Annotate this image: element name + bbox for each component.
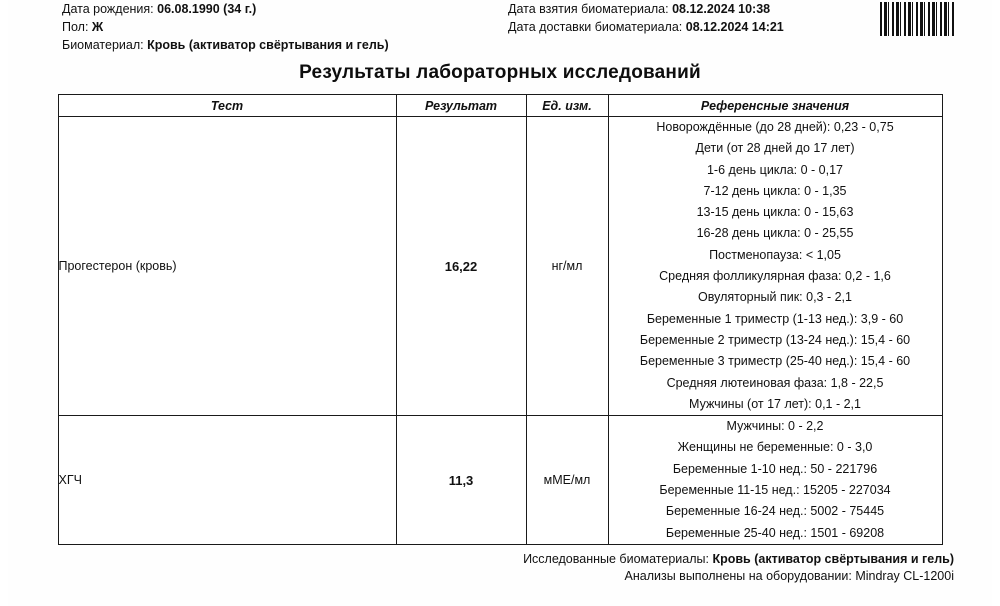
equipment-line [8,568,954,585]
reference-line: 7-12 день цикла: 0 - 1,35 [703,183,847,198]
test-name: ХГЧ [58,416,396,545]
reference-line: Беременные 16-24 нед.: 5002 - 75445 [665,504,885,519]
reference-line: Средняя лютеиновая фаза: 1,8 - 22,5 [666,375,884,390]
reference-line: Беременные 1-10 нед.: 50 - 221796 [672,461,878,476]
reference-line: Беременные 3 триместр (25-40 нед.): 15,4 - 60 [639,354,911,369]
collection-date-label: Дата взятия биоматериала: [508,2,669,16]
barcode-icon [880,2,956,36]
reference-line: Средняя фолликулярная фаза: 0,2 - 1,6 [659,269,891,284]
column-header-result: Результат [396,95,526,117]
header-right-column [508,0,878,36]
reference-line: Мужчины (от 17 лет): 0,1 - 2,1 [689,396,861,411]
reference-line: Мужчины: 0 - 2,2 [726,419,824,434]
reference-line: Беременные 11-15 нед.: 15205 - 227034 [659,483,891,498]
birthdate-label: Дата рождения: [62,2,154,16]
birthdate-line [62,0,482,18]
sex-line [62,18,482,36]
reference-values [608,416,942,545]
materials-line [8,551,954,568]
reference-line: Женщины не беременные: 0 - 3,0 [677,440,873,455]
table-row [58,416,942,545]
report-sheet [8,0,992,606]
delivery-date-value: 08.12.2024 14:21 [685,20,784,34]
collection-date-line [508,0,878,18]
reference-line: Новорождённые (до 28 дней): 0,23 - 0,75 [656,120,894,134]
birthdate-value: 06.08.1990 (34 г.) [157,2,257,16]
results-table [58,94,943,545]
table-header-row [58,95,942,117]
test-name: Прогестерон (кровь) [58,117,396,416]
test-result: 11,3 [396,416,526,545]
reference-line: Беременные 2 триместр (13-24 нед.): 15,4 - 60 [639,332,911,347]
materials-label: Исследованные биоматериалы: [523,551,709,566]
delivery-date-line [508,18,878,36]
reference-line: 13-15 день цикла: 0 - 15,63 [696,205,854,220]
reference-line: Дети (от 28 дней до 17 лет) [695,141,855,156]
header-left-column [62,0,482,54]
test-unit: мМЕ/мл [526,416,608,545]
sex-label: Пол: [62,20,89,34]
reference-line: Беременные 25-40 нед.: 1501 - 69208 [665,525,885,540]
report-footer [8,551,992,585]
delivery-date-label: Дата доставки биоматериала: [508,20,683,34]
column-header-test: Тест [58,95,396,117]
reference-line: Беременные 1 триместр (1-13 нед.): 3,9 - 60 [646,311,904,326]
equipment-value: Mindray CL-1200i [855,568,954,583]
patient-header [8,0,992,56]
reference-line: 1-6 день цикла: 0 - 0,17 [706,162,843,177]
reference-values [608,117,942,416]
table-row [58,117,942,416]
page-title: Результаты лабораторных исследований [299,62,701,83]
test-unit: нг/мл [526,117,608,416]
test-result: 16,22 [396,117,526,416]
column-header-unit: Ед. изм. [526,95,608,117]
materials-value: Кровь (активатор свёртывания и гель) [712,551,954,566]
equipment-label: Анализы выполнены на оборудовании: [624,568,852,583]
biomaterial-label: Биоматериал: [62,38,144,52]
reference-line: 16-28 день цикла: 0 - 25,55 [696,226,854,241]
reference-line: Постменопауза: < 1,05 [709,247,841,262]
reference-line: Овуляторный пик: 0,3 - 2,1 [698,290,852,305]
biomaterial-value: Кровь (активатор свёртывания и гель) [147,38,389,52]
sex-value: Ж [91,20,104,34]
collection-date-value: 08.12.2024 10:38 [672,2,771,16]
biomaterial-line [62,36,482,54]
column-header-reference: Референсные значения [608,95,942,117]
